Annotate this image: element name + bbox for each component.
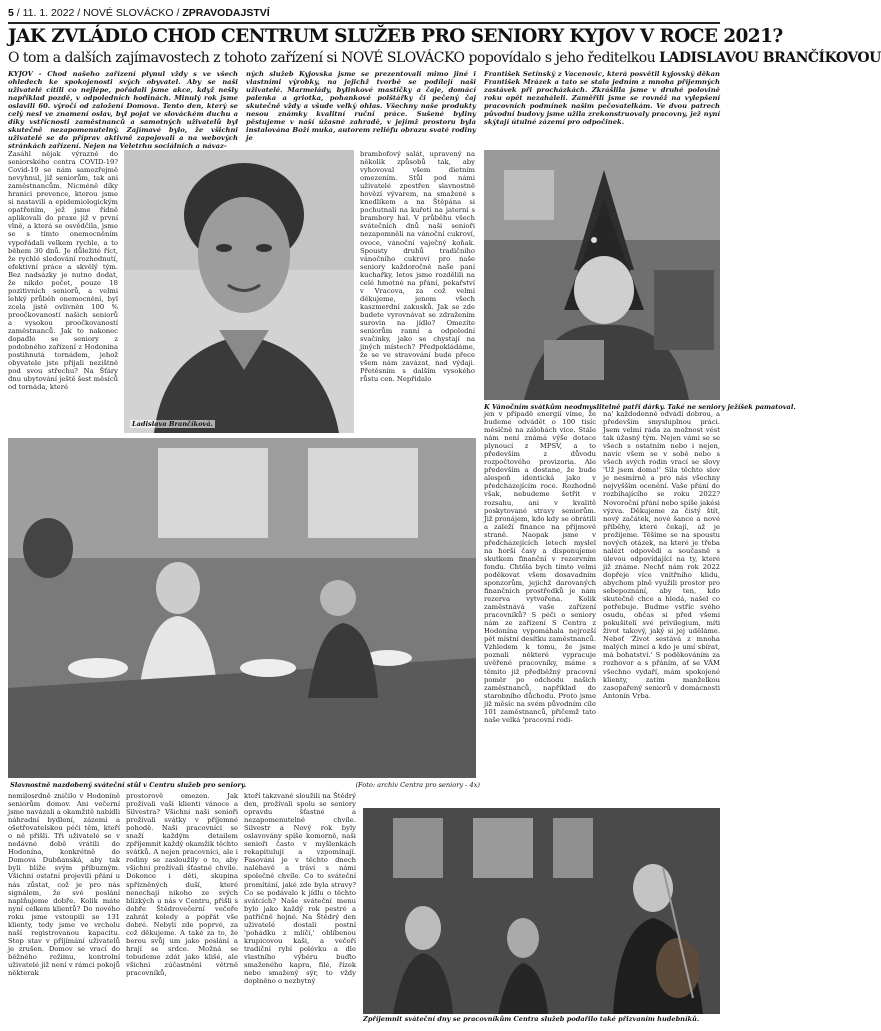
section-name: ZPRAVODAJSTVÍ: [182, 7, 270, 19]
director-portrait-image: [124, 150, 354, 433]
bottom-col-1: nemilosrdně zničilo v Hodoníně seniorům domov. Ani večerní jsme navázali a okamžitě nabídli náhradní bydlení, zázemí a ošetřovatelskou péči těm, kteří o ně přišli. Tři uživatelé se v nedávné době vrátili do Hodonína, konkrétně do Domova Dubňanská, aby tak byli blíže svým příbuzným. Všichni ostatní projevili přání u nás zůstat, což je pro nás signálem, že své poslání naplňujeme dobře. Kolik máte nyní celkem klientů? Do nového roku jsme vstoupili se 131 klienty, tedy jsme ve vrcholu naší registrovanou kapacitu. Stop stav v přijímání uživatelů je zrušen. Domov se vrací do běžného režimu, kontrolní uživatelé již není v rámci pokojů některak: [8, 792, 120, 978]
article-headline: JAK ZVLÁDLO CHOD CENTRUM SLUŽEB PRO SENIORY KYJOV V ROCE 2021?: [8, 26, 783, 47]
body-col-4: na' každodenně odvádí dobrou, a především smysluplnou práci. Jsem velmi ráda za možnost vést tak úžasný tým. Nejen vámi se se všech s ostatním nebo i nejen, navíc všem se v sobě nebo s všech svých rodin vrací se slovy 'Už jsem doma!' Sila těchto slov je nesmírně a pro nás všechny nejvyšším ocenění. Vaše přání do rozbíhajícího se roku 2022? Novoroční přání nebo spíše jakési výzva. Děkujeme za čistý štít, nový začátek, nové šance a nové příběhy, které čekají, až je prožijeme. Těšíme se na spoustu nových otázek, na které je třeba nalézt odpovědi a současně s úlevou odpovídající na ty, které již známe. Nechť nám rok 2022 dopřeje více vnitřního klidu, abychom plně využili prostor pro sebepoznání, aby ten, kdo skutečně chce a hledá, našel co potřebuje. Budme vstříc svého osudu, občas si před všemi pokušitelí své privilegium, míti život takový, jaký si jej uděláme. Neboť 'Život sestává z mnoha malých mincí a kdo je umí sbírat, má bohatství.' S poděkováním za rozhovor a s přáním, ať se VÁM všechno vydaří, mám spokojené klienty, zatím manželkou zasopařený seniorů v domácnosti Antonín Vrba.: [603, 410, 720, 700]
musicians-image: [363, 808, 720, 1014]
lead-col-1: KYJOV - Chod našeho zařízení plynul vždy s ve všech ohledech ke spokojenosti svých obyvatel. Aby se naši uživatelé cítili co nejlépe, pořádali jsme akce, když nešly například pozdě, v odpoledních hodinách. Minulý rok jsme oslavili 60. výročí od založení Domova. Tento den, který se celý nesl ve znamení oslav, byl pojat ve slováckém duchu a díky vstřícnosti zaměstnanců a samotných uživatelů byl skutečně nezapomenutelný. Zajímavé bylo, že všichni uživatelé se do příprav aktivně zapojovali a na webových stránkách zařízení. Nejen na Veletrhu sociálních a návaz-: [8, 70, 238, 151]
article-subheadline: [8, 49, 881, 67]
header-rule: [8, 22, 720, 24]
lead-col-3: František Setínský z Vacenovic, která posvětil kyjovský děkan František Mrázek a tato se stala jedním z mnoha příjemných zastávek při procházkách. Zkrášlila jsme v druhé polovině roku opět nezaháleli. Zaměřili jsme se rovněž na vylepšení pracovních podmínek našim pečovatelkám. Ve dvou patrech původní budovy jsme užila zrekonstruovaly pracovny, jež nyní skýtají útulné zázemí pro odpočinek.: [484, 70, 720, 127]
bottom-col-3: kteří takzvané sloužili na Štědrý den, prožívali spolu se seniory opravdu šťastné a nezapomenutelné chvíle. Silvestr a Nový rok byly oslavovány spíše komorně, naši senioři často v myšlenkách rekapitulují a vzpomínají. Fasování je v těchto dnech naléhavě a tráví s námi společné chvíle. Co to sváteční promítání, jaké zde byla stravy? Co se podávalo k jídlu o těchto svátcích? Naše sváteční menu bylo jako každý rok pestré a patřičně hojné. Na Štědrý den uživatelé dostali postní 'pohádku z mlíčí,' oblíbenou krupicovou kaši, a večeří tradiční rybí polévku a dle vlastního výběru buďto smaženého kapra, filé, řízek nebo smažený sýr, to vždy doplněno o nezbytný: [244, 792, 356, 986]
body-col-3: jen v případě energií víme, že budeme odvádět o 100 tisíc měsíčně na zálohách více. Stále nám není známá výše dotace plynoucí z MPSV, a to především z důvodu rozpočtového provizoria. Ale především a dostane, že bude alespoň identická jako v předcházejícím roce. Rozhodně však, nebudeme šetřit v rozsahu, ani v kvalitě poskytované stravy seniorům. Již pronájem, kdo kdy se obrátili a zaleží finance na příjmové straně. Naopak jsme v předcházejících letech myslel na horší časy a disponujeme skutkem finanční v rezervním fondu. Chtěla bych tímto velmi poděkovat všem dosavadním sponzorům, jejichž darovaných finančních prostředků je nám rezerva vytvořena. Kolik zaměstnává vaše zařízení pracovníků? S péči o seniory nám ze zařízení S Centra z Hodonína vypomáhala nejrozší pět místní desítku zaměstnanců. Vzhledem k tomu, že jsme poznali některé vypracuje uvěřené pracovníky, máme s těmito již předběžný pracovní poměr po odchodu našich zaměstnanců, například do starobního důchodu. Proto jsme již měsíc na svém původním cíle 101 zaměstnanců, přičemž tato naše velká 'pracovní rodi-: [484, 410, 596, 724]
body-col-2: brambofový salát, upravený na několik způsobů tak, aby vyhovoval všem dietním omezením. Stůl pod námi uživatelé zpestřen slavnostně hovězí vývarem, na smažené s knedlíkem a na Štěpána si pochutnali na kuřeti na jaterní s brambory hal. V průběhu všech svátečních dnů naši senioři nezapomněli na vánoční cukroví, ovoce, vánoční vaječný koňak. Spousty druhů tradičního vánočního cukroví pro naše seniory každoročně naše paní kuchařky, letos jsme rozdělili na celé hmotné na přání, pekařství v Vracova, za což velmi děkujeme, jenom všech kaszmerdní zakusků. Jak se zde budete vyrovnávat se zdražením surovin na jídlo? Omezíte seniorům ranní a odpolední svačinky, jako se chystají na jiných místech? Předpokládáme, že se ve stravování bude přece všem nám zavázat, nad výdaji. Přetěsním s dalším vysokého růstu cen. Nepřidalo: [360, 150, 475, 384]
subheadline-name: LADISLAVOU BRANČÍKOVOU: [659, 50, 881, 66]
music-photo: [363, 808, 720, 1014]
christmas-gift-image: [484, 150, 720, 400]
music-photo-caption: Zpříjemnit sváteční dny se pracovníkům Centra služeb podařilo také přizvaním hudebníků.: [363, 1015, 700, 1023]
table-photo-caption: Slavnostně nazdobený sváteční stůl v Centru služeb pro seniory.: [10, 781, 247, 789]
director-photo: [124, 150, 354, 433]
body-col-1: Zasáhl nějak výrazně do seniorského centra COVID-19? Covid-19 se nám samozřejmě nevyhnul, již seniorům, tak ani zaměstnancům. Nicméně díky hranici prevence, kterou jsme si nastavili a epidemiologickým opatřením, jež jsme řídně aplikovali do praxe již v první vlně, a která se osvědčila, jsme se s tímto onemocněním vypořádali velkem rychle, a to během 30 dnů. Je důležité říct, že rychlé sledování rozhodnutí, efektivní práce a skvělý tým. Bez nadsázky je nutno dodat, že nikdo počet, pouze 18 pozitivních seniorů, a velmi lehký průběh onemocnění, byl zcela jistě ovlivněn 100 % proočkovaností našich seniorů a vysokou proočkovaností zaměstnanců. Jak to nakonec dopadlo se seniory z podobného zařízení z Hodonína postihnutá tornádem, jehož obyvatele jste přijali nezištně pod svou střechu? Na Šťáry dnu ubytování ještě šest měsíců od tornáda, které: [8, 150, 118, 392]
lead-col-2: ných služeb Kyjovska jsme se prezentovali mimo jiné i vlastními výrobky, na jejichž tvorbě se podílejí naši uživatelé. Marmelády, bylinkové mastičky a čaje, domácí palenka a griotka, pohankové polštářky či pečený čaj skutečně vždy a všude velký ohlas. Všechny naše produkty nesou známky kvalitní ruční práce. Sušené byliny pěstujeme v naší úžasné zahradě, v jejímž prostoru byla instalována Boží muka, autorem reliéfu obrazu svaté rodiny je: [246, 70, 476, 143]
page-number: 5: [8, 7, 14, 19]
festive-table-image: [8, 438, 476, 778]
issue-date: 11. 1. 2022: [22, 7, 75, 19]
photo-credit: (Foto: archiv Centra pro seniory - 4x): [355, 781, 480, 789]
bottom-col-2: prostorově omezen. Jak prožívali vaši klienti vánoce a Silvestra? Všichni naši senioři prožívali svátky v příjemné pohodě. Naši pracovníci se snaží každým detailem zpříjemnit každý okamžik těchto svátků. A nejen pracovníci, ale i rodiny se zasloužily o to, aby všichni prožívali šťastné chvíle. Dokonce i děti, skupina spřízněných duší, které nenechají nikoho ze svých blízkých u nás v Centru, přišli s dobře Štědrovečerní večeře zahrát koledy a popřát vše dobré. Nebyli zde poprvé, za což děkujeme. A také za to, že berou svůj um jako poslání a hrají se srdce. Možná se tobudeme zdát jako klišé, ale všichni zúčastnění větrně pracovníků,: [126, 792, 238, 978]
christmas-photo-caption: K Vánočním svátkům neodmyslitelně patří dárky. Také ne seniory ježíšek pamatoval.: [484, 403, 796, 411]
subheadline-text: O tom a dalších zajímavostech z tohoto zařízení si NOVÉ SLOVÁCKO popovídalo s jeho ředitelkou: [8, 50, 660, 66]
director-photo-caption: Ladislava Brančíková.: [132, 420, 213, 428]
page-header: 5 / 11. 1. 2022 / NOVÉ SLOVÁCKO / ZPRAVODAJSTVÍ: [8, 7, 270, 19]
table-photo: [8, 438, 476, 778]
christmas-photo: [484, 150, 720, 400]
publication-name: NOVÉ SLOVÁCKO: [83, 7, 174, 19]
